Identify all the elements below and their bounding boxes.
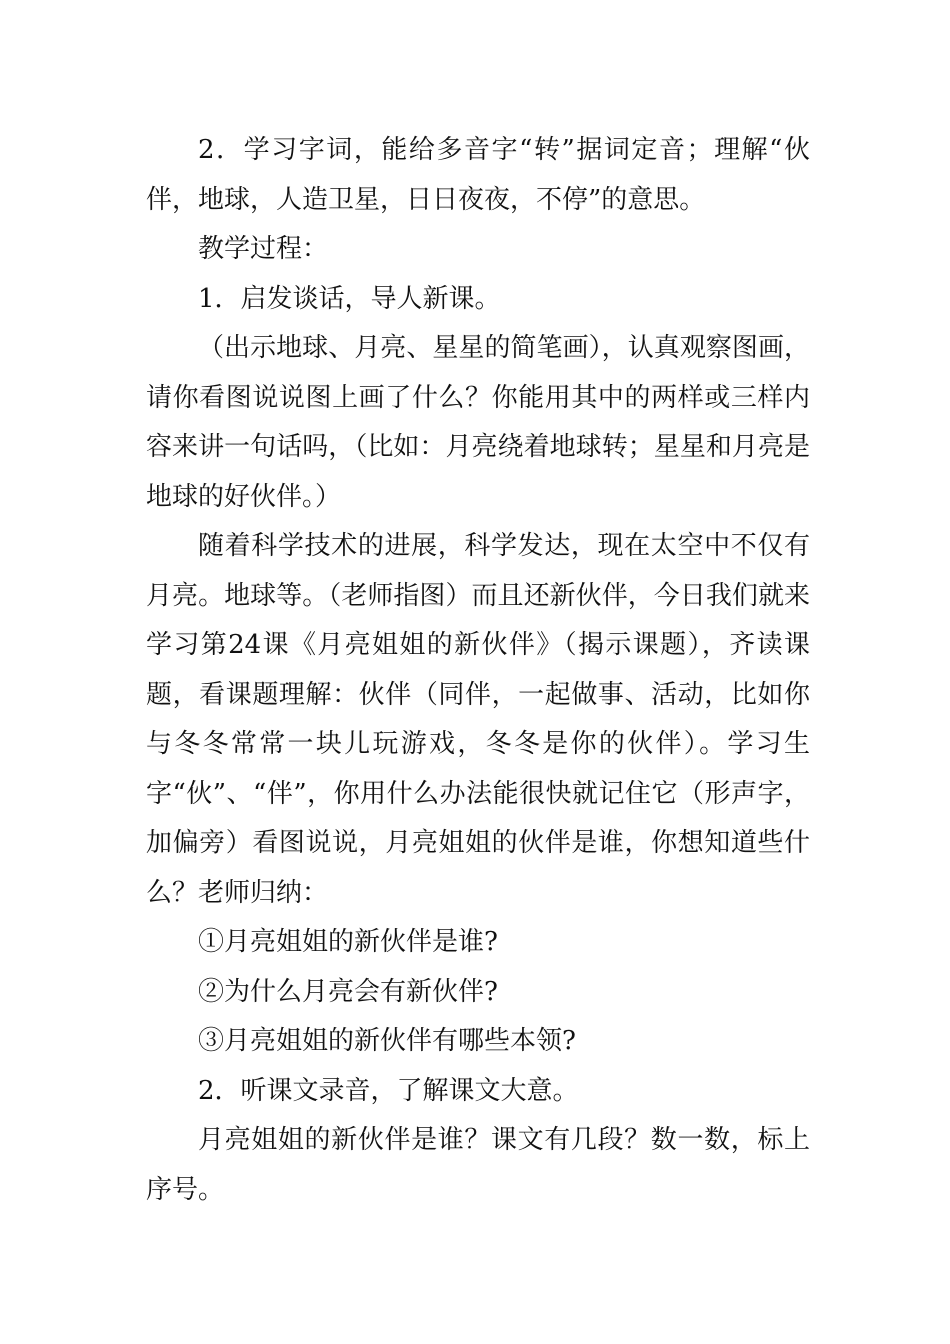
question-item-1: ①月亮姐姐的新伙伴是谁? [198,927,498,957]
paragraph-picture-observation: （出示地球、月亮、星星的简笔画），认真观察图画，请你看图说说图上画了什么？你能用其中的两样或三样内容来讲一句话吗，（比如：月亮绕着地球转；星星和月亮是地球的好伙伴。） [146,333,810,512]
document-body [146,126,810,1215]
paragraph-lesson-introduction: 随着科学技术的进展，科学发达，现在太空中不仅有月亮。地球等。（老师指图）而且还新伙伴，今日我们就来学习第24课《月亮姐姐的新伙伴》（揭示课题），齐读课题，看课题理解：伙伴（同伴，一起做事、活动，比如你与冬冬常常一块儿玩游戏，冬冬是你的伙伴）。学习生字“伙”、“伴”，你用什么办法能很快就记住它（形声字，加偏旁）看图说说，月亮姐姐的伙伴是谁，你想知道些什么？老师归纳： [146,531,810,908]
paragraph-step-1-heading: 1．启发谈话，导人新课。 [198,283,501,314]
paragraph-reading-task: 月亮姐姐的新伙伴是谁？课文有几段？数一数，标上序号。 [146,1125,810,1205]
paragraph-teaching-process-heading: 教学过程： [198,234,329,264]
question-item-2: ②为什么月亮会有新伙伴? [198,976,498,1007]
question-item-3: ③月亮姐姐的新伙伴有哪些本领? [198,1026,576,1056]
paragraph-step-2-heading: 2．听课文录音，了解课文大意。 [198,1075,579,1106]
paragraph-learning-goal: 2．学习字词，能给多音字“转”据词定音；理解“伙伴，地球，人造卫星，日日夜夜，不停”的意思。 [146,135,810,215]
